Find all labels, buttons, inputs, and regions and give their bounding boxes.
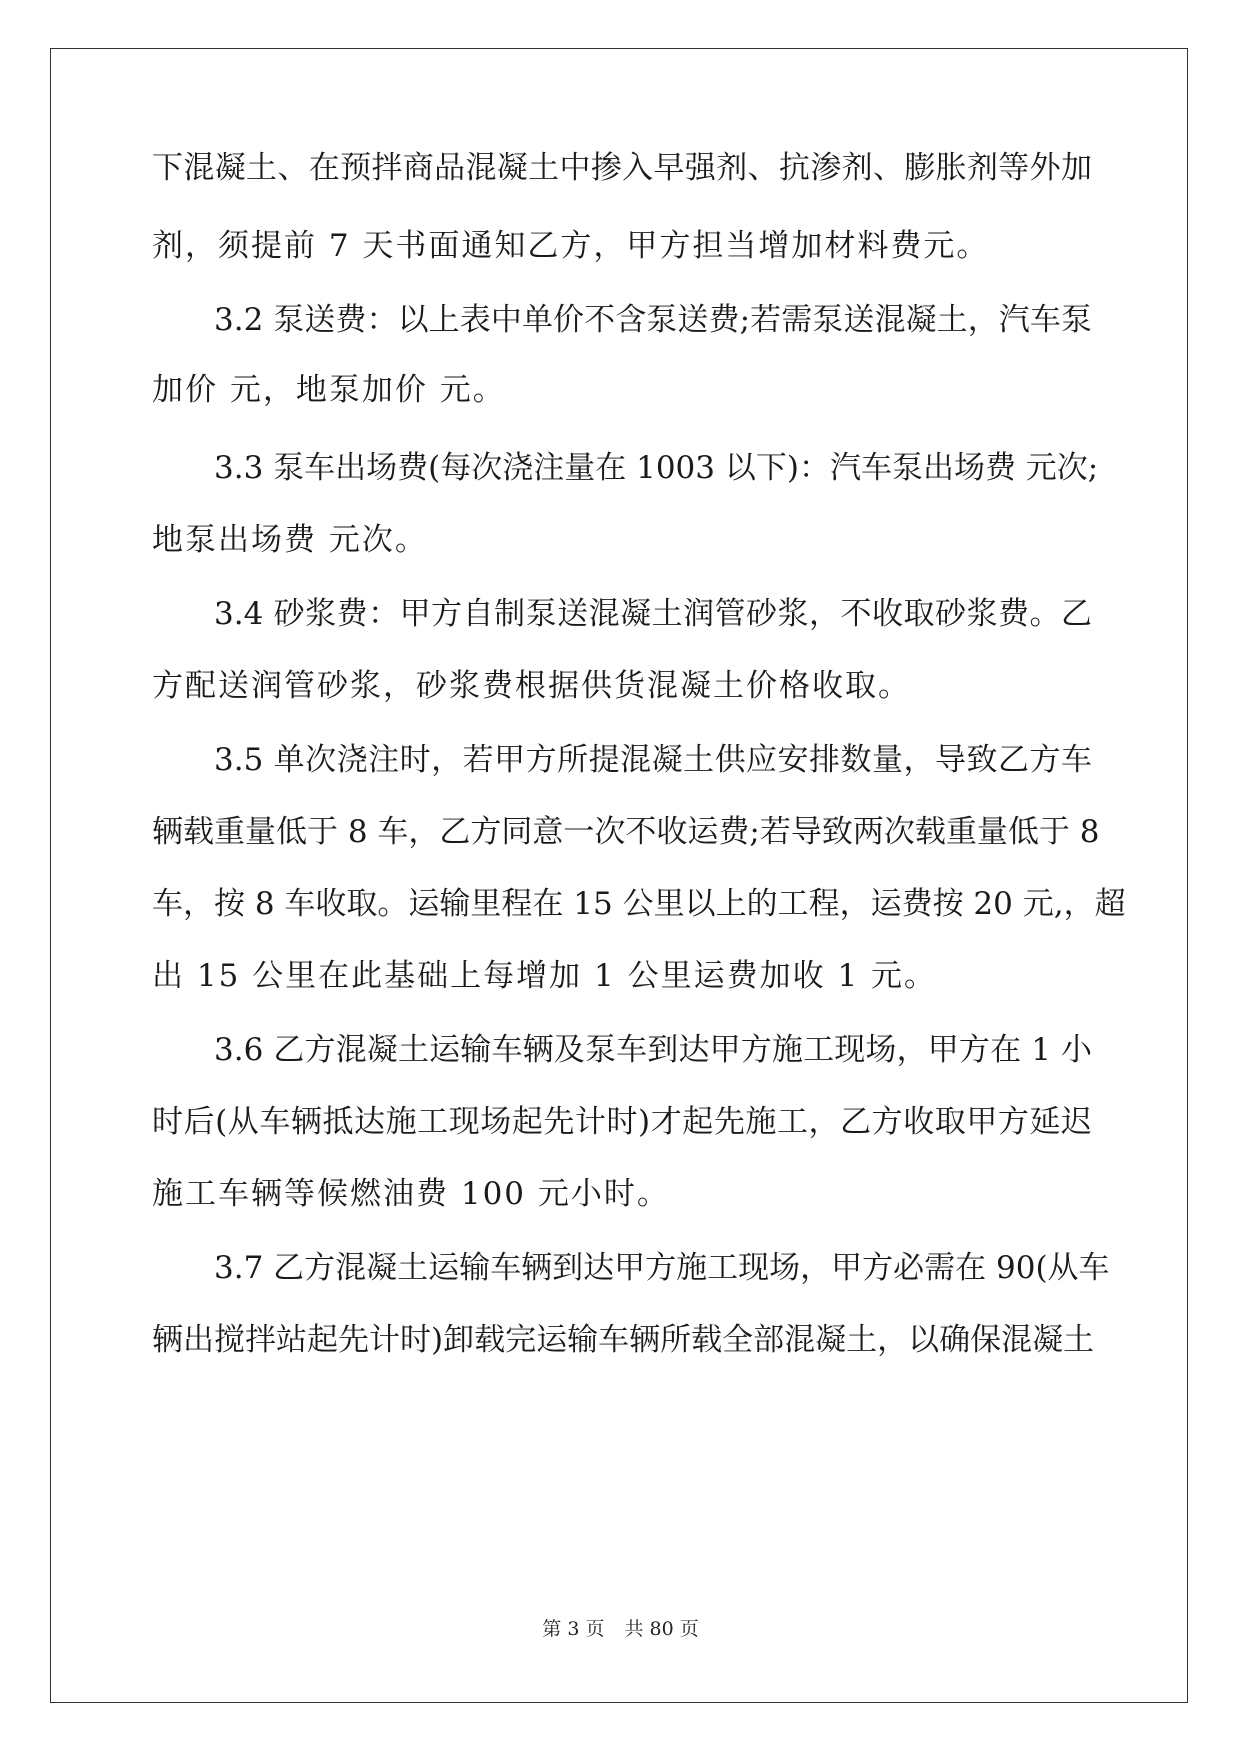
paragraph-3-3-line: 3.3 泵车出场费(每次浇注量在 1003 以下)：汽车泵出场费 元次; — [214, 450, 1099, 486]
text-line: 加价 元，地泵加价 元。 — [152, 372, 506, 408]
text-line: 地泵出场费 元次。 — [152, 522, 428, 558]
text-line: 方配送润管砂浆，砂浆费根据供货混凝土价格收取。 — [152, 668, 911, 704]
paragraph-3-4-line: 3.4 砂浆费：甲方自制泵送混凝土润管砂浆，不收取砂浆费。乙 — [214, 596, 1092, 632]
paragraph-3-5-line: 3.5 单次浇注时，若甲方所提混凝土供应安排数量，导致乙方车 — [214, 742, 1092, 778]
page-border — [50, 48, 1188, 1703]
text-line: 施工车辆等候燃油费 100 元小时。 — [152, 1176, 670, 1212]
text-line: 车，按 8 车收取。运输里程在 15 公里以上的工程，运费按 20 元,，超 — [152, 886, 1126, 922]
paragraph-3-2-line: 3.2 泵送费：以上表中单价不含泵送费;若需泵送混凝土，汽车泵 — [214, 302, 1092, 338]
text-line: 下混凝土、在预拌商品混凝土中掺入早强剂、抗渗剂、膨胀剂等外加 — [152, 150, 1092, 186]
text-line: 辆出搅拌站起先计时)卸载完运输车辆所载全部混凝土，以确保混凝土 — [152, 1322, 1095, 1358]
paragraph-3-7-line: 3.7 乙方混凝土运输车辆到达甲方施工现场，甲方必需在 90(从车 — [214, 1250, 1110, 1286]
page-total: 共 80 页 — [624, 1618, 699, 1640]
text-line: 时后(从车辆抵达施工现场起先计时)才起先施工，乙方收取甲方延迟 — [152, 1104, 1092, 1140]
text-line: 出 15 公里在此基础上每增加 1 公里运费加收 1 元。 — [152, 958, 938, 994]
text-line: 剂，须提前 7 天书面通知乙方，甲方担当增加材料费元。 — [152, 228, 990, 264]
paragraph-3-6-line: 3.6 乙方混凝土运输车辆及泵车到达甲方施工现场，甲方在 1 小 — [214, 1032, 1092, 1068]
page-footer — [0, 1617, 1241, 1641]
text-line: 辆载重量低于 8 车，乙方同意一次不收运费;若导致两次载重量低于 8 — [152, 814, 1100, 850]
page-number: 第 3 页 — [542, 1618, 605, 1640]
